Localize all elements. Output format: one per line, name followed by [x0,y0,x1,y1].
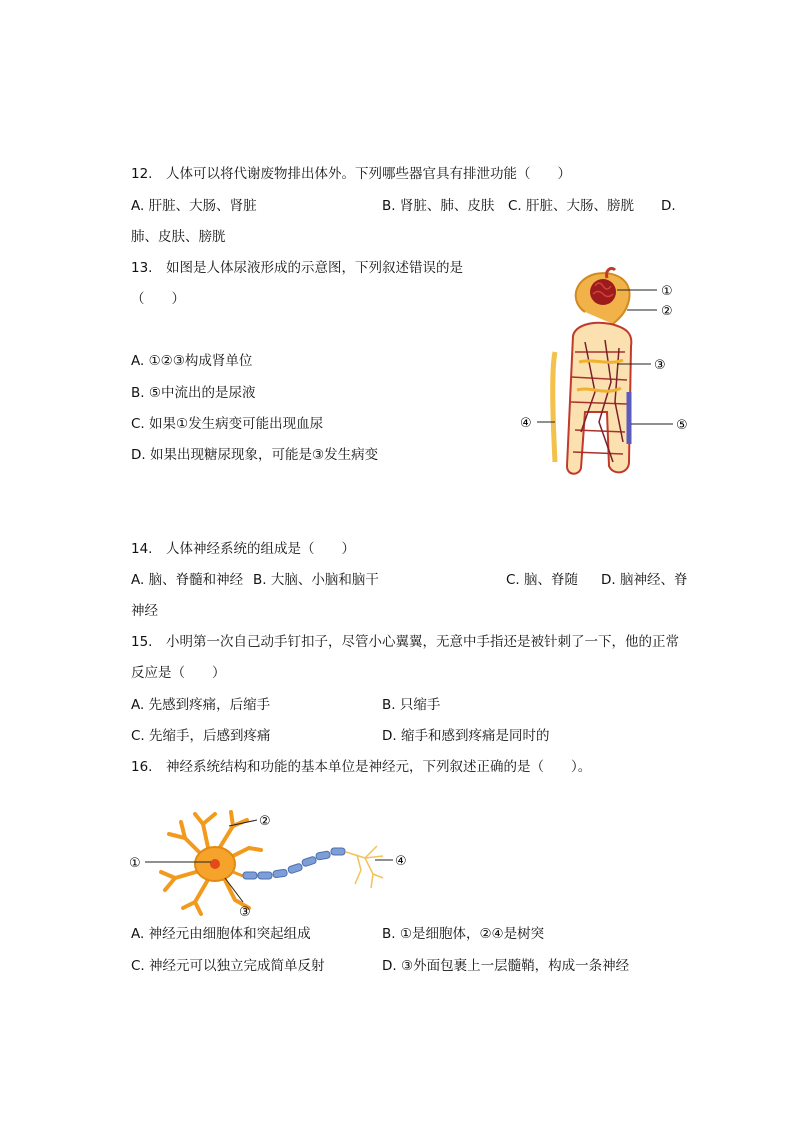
q16-stem: 16. 神经系统结构和功能的基本单位是神经元，下列叙述正确的是（ ）。 [131,759,592,775]
q14-option-d: D. 脑神经、脊 [601,572,688,588]
glomerulus [590,279,616,305]
capillary-network [567,323,631,474]
neuron-label-1: ① [129,856,141,871]
axon-terminal [346,846,383,888]
q12-option-a: A. 肝脏、大肠、肾脏 [131,198,257,214]
nephron-label-2: ② [661,304,673,319]
q14-option-d-cont: 神经 [131,603,158,619]
q14-option-a: A. 脑、脊髓和神经 [131,572,244,588]
q16-option-d: D. ③外面包裹上一层髓鞘，构成一条神经 [382,958,630,974]
q14-option-c: C. 脑、脊随 [506,572,579,588]
nucleus [210,859,220,869]
neuron-diagram [125,808,415,920]
q12-option-b: B. 肾脏、肺、皮肤 [382,198,495,214]
nephron-label-5: ⑤ [676,418,688,433]
q13-option-b: B. ⑤中流出的是尿液 [131,385,256,401]
q13-stem: 13. 如图是人体尿液形成的示意图，下列叙述错误的是 [131,260,463,276]
q13-option-c: C. 如果①发生病变可能出现血尿 [131,416,324,432]
q12-stem: 12. 人体可以将代谢废物排出体外。下列哪些器官具有排泄功能（ ） [131,166,571,182]
q14-stem: 14. 人体神经系统的组成是（ ） [131,541,355,557]
q12-option-d-prefix: D. [661,198,676,214]
q15-stem-cont: 反应是（ ） [131,665,226,681]
neuron-label-3: ③ [239,905,251,920]
q12-option-d-text: 肺、皮肤、膀胱 [131,229,226,245]
q16-option-c: C. 神经元可以独立完成简单反射 [131,958,325,974]
q13-option-d: D. 如果出现糖尿现象，可能是③发生病变 [131,447,379,463]
q12-option-c: C. 肝脏、大肠、膀胱 [508,198,635,214]
neuron-label-4: ④ [395,854,407,869]
q15-option-a: A. 先感到疼痛，后缩手 [131,697,271,713]
q16-option-a: A. 神经元由细胞体和突起组成 [131,926,311,942]
neuron-label-2: ② [259,814,271,829]
q16-option-b: B. ①是细胞体，②④是树突 [382,926,545,942]
myelin-sheath [243,848,345,879]
nephron-label-4: ④ [520,416,532,431]
q14-option-b: B. 大脑、小脑和脑干 [253,572,379,588]
nephron-label-1: ① [661,284,673,299]
nephron-diagram [515,262,695,484]
q15-option-b: B. 只缩手 [382,697,441,713]
q13-option-a: A. ①②③构成肾单位 [131,353,253,369]
q15-option-c: C. 先缩手，后感到疼痛 [131,728,271,744]
collecting-duct [553,352,555,462]
q15-option-d: D. 缩手和感到疼痛是同时的 [382,728,550,744]
q15-stem: 15. 小明第一次自己动手钉扣子，尽管小心翼翼，无意中手指还是被针刺了一下，他的正常 [131,634,679,650]
nephron-label-3: ③ [654,358,666,373]
q13-answer-paren: （ ） [131,291,185,307]
